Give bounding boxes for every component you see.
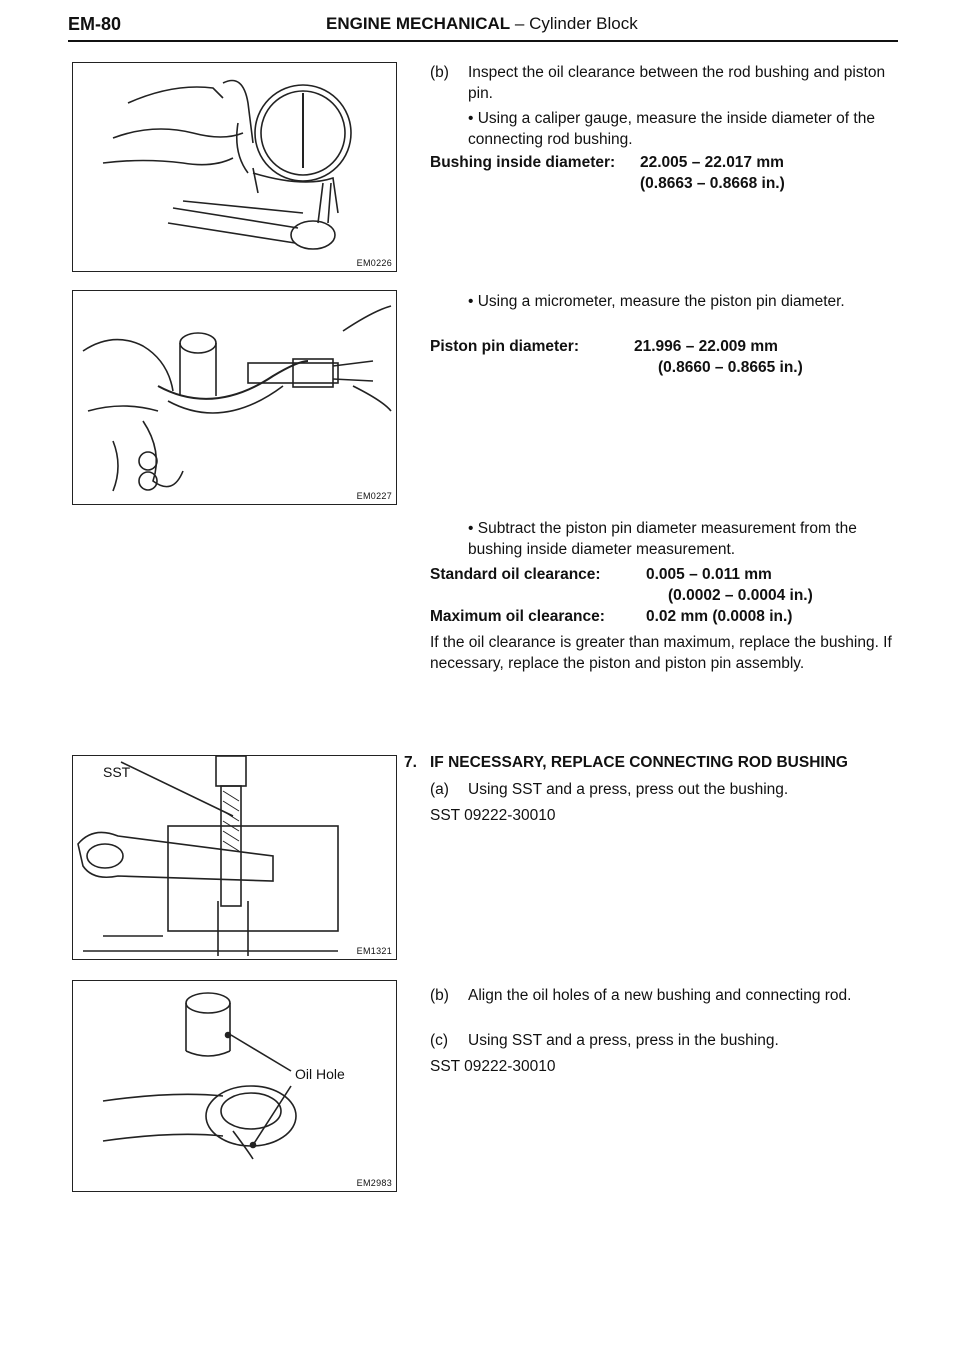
oil-hole-label: Oil Hole <box>295 1066 345 1082</box>
figure-oil-hole <box>72 980 397 1192</box>
figure-code: EM2983 <box>356 1178 392 1188</box>
bullet-caliper: • Using a caliper gauge, measure the inside diameter of the connecting rod bushing. <box>468 110 875 148</box>
spec-value: 21.996 – 22.009 mm <box>634 338 778 355</box>
spec-label: Bushing inside diameter: <box>430 154 616 171</box>
sst-press-illustration <box>73 756 395 958</box>
caliper-gauge-illustration <box>73 63 395 270</box>
spec-piston-pin-diameter <box>430 336 900 378</box>
figure-micrometer <box>72 290 397 505</box>
spec-label: Piston pin diameter: <box>430 338 579 355</box>
spec-label: Standard oil clearance: <box>430 566 601 583</box>
section-title: ENGINE MECHANICAL – Cylinder Block <box>326 14 638 33</box>
spec-value: 0.005 – 0.011 mm <box>646 566 772 583</box>
step-7a-sst: SST 09222-30010 <box>430 807 556 824</box>
spec-maximum-clearance <box>430 606 900 627</box>
step-b-inspect-text: Inspect the oil clearance between the rod bushing and piston pin. <box>468 64 886 102</box>
figure-code: EM1321 <box>356 946 392 956</box>
step-7-number: 7. <box>404 754 417 771</box>
figure-caliper-gauge <box>72 62 397 272</box>
spec-value: 0.02 mm (0.0008 in.) <box>646 608 793 625</box>
step-7c-marker: (c) <box>430 1032 449 1049</box>
step-7b-marker: (b) <box>430 987 449 1004</box>
figure-sst-press <box>72 755 397 960</box>
spec-label: Maximum oil clearance: <box>430 608 605 625</box>
bullet-subtract: • Subtract the piston pin diameter measurement from the bushing inside diameter measurement. <box>468 520 857 558</box>
figure-code: EM0226 <box>356 258 392 268</box>
step-7a-marker: (a) <box>430 781 449 798</box>
step-7b-text: Align the oil holes of a new bushing and connecting rod. <box>468 987 852 1004</box>
step-b-marker: (b) <box>430 64 449 81</box>
spec-value: (0.8663 – 0.8668 in.) <box>640 175 785 192</box>
step-7-title: IF NECESSARY, REPLACE CONNECTING ROD BUSHING <box>430 754 848 771</box>
spec-value: (0.0002 – 0.0004 in.) <box>668 587 813 604</box>
spec-value: 22.005 – 22.017 mm <box>640 154 784 171</box>
spec-bushing-diameter <box>430 152 900 194</box>
figure-code: EM0227 <box>356 491 392 501</box>
oil-hole-illustration <box>73 981 395 1190</box>
spec-standard-clearance <box>430 564 900 606</box>
page-number: EM-80 <box>68 14 122 34</box>
bullet-micrometer: • Using a micrometer, measure the piston pin diameter. <box>468 293 845 310</box>
step-7c-text: Using SST and a press, press in the bushing. <box>468 1032 779 1049</box>
page-header <box>68 10 898 42</box>
step-7a-text: Using SST and a press, press out the bushing. <box>468 781 789 798</box>
spec-value: (0.8660 – 0.8665 in.) <box>658 359 803 376</box>
note-replace-bushing: If the oil clearance is greater than maximum, replace the bushing. If necessary, replace the piston and piston pin assembly. <box>430 634 892 672</box>
step-7c-sst: SST 09222-30010 <box>430 1058 556 1075</box>
sst-label: SST <box>103 764 131 780</box>
micrometer-illustration <box>73 291 395 503</box>
